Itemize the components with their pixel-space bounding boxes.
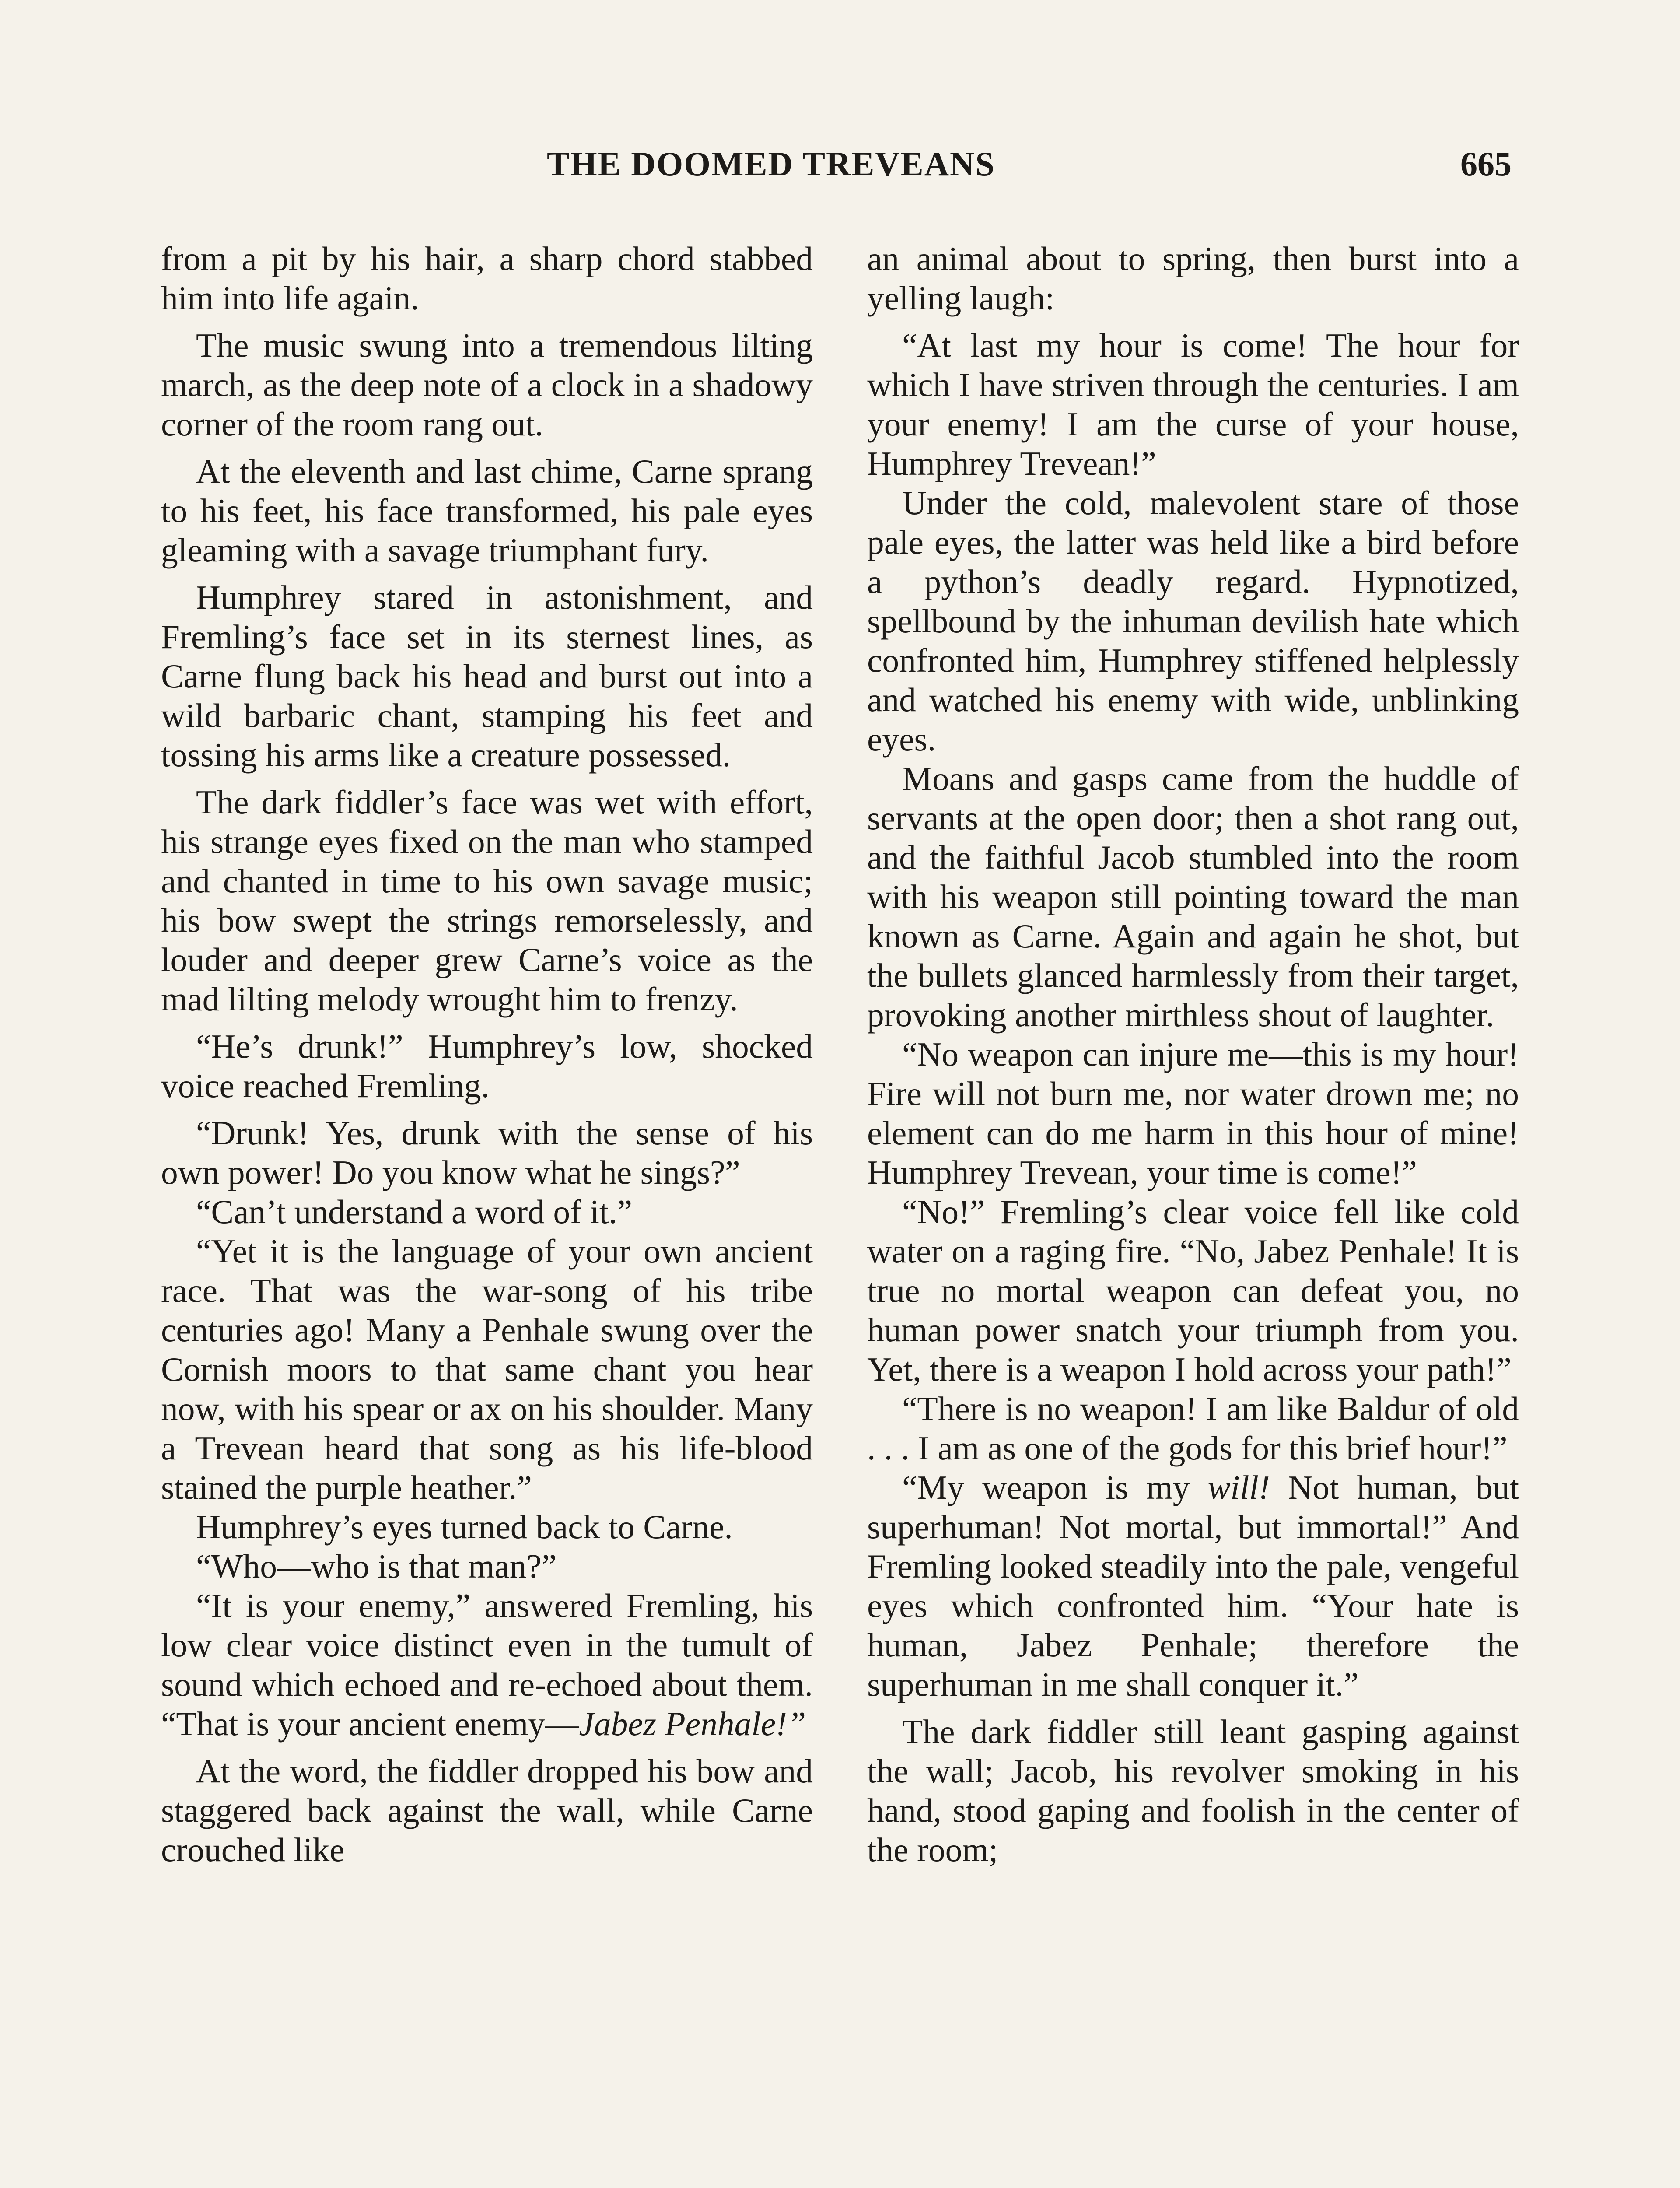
- paragraph: The dark fiddler’s face was wet with effort, his strange eyes fixed on the man who stamped and chanted in time to his own savage music; his bow swept the strings remorselessly, and louder and deeper grew Carne’s voice as the mad lilting melody wrought him to frenzy.: [161, 783, 813, 1018]
- paragraph: Under the cold, malevolent stare of those pale eyes, the latter was held like a bird before a python’s deadly regard. Hypnotized, spellbound by the inhuman devilish hate which confronted him, Humphrey stiffened helplessly and watched his enemy with wide, unblinking eyes.: [867, 484, 1519, 758]
- paragraph: Humphrey stared in astonishment, and Fremling’s face set in its sternest lines, as Carne flung back his head and burst out into a wild barbaric chant, stamping his feet and tossing his arms like a creature possessed.: [161, 579, 813, 774]
- paragraph: an animal about to spring, then burst into a yelling laugh:: [867, 240, 1519, 317]
- paragraph: At the word, the fiddler dropped his bow and staggered back against the wall, while Carne crouched like: [161, 1752, 813, 1869]
- page-number: 665: [1460, 145, 1512, 183]
- paragraph: from a pit by his hair, a sharp chord stabbed him into life again.: [161, 240, 813, 317]
- running-title: THE DOOMED TREVEANS: [547, 145, 995, 183]
- emphasized-word: will!: [1208, 1469, 1270, 1506]
- emphasized-name: Jabez Penhale!”: [579, 1705, 806, 1743]
- paragraph: “Can’t understand a word of it.”: [196, 1193, 633, 1231]
- paragraph: [161, 1586, 813, 1743]
- paragraph: Moans and gasps came from the huddle of servants at the open door; then a shot rang out, and the faithful Jacob stumbled into the room with his weapon still pointing toward the man known as Carne. Again and again he shot, but the bullets glanced harmlessly from their target, provoking another mirthless shout of laughter.: [867, 760, 1519, 1034]
- paragraph: The dark fiddler still leant gasping against the wall; Jacob, his revolver smoking in his hand, stood gaping and foolish in the center of the room;: [867, 1713, 1519, 1869]
- paragraph: At the eleventh and last chime, Carne sprang to his feet, his face transformed, his pale eyes gleaming with a savage triumphant fury.: [161, 452, 813, 569]
- paragraph: “There is no weapon! I am like Baldur of old . . . I am as one of the gods for this brief hour!”: [867, 1390, 1519, 1467]
- paragraph: “No weapon can injure me—this is my hour! Fire will not burn me, nor water drown me; no element can do me harm in this hour of mine! Humphrey Trevean, your time is come!”: [867, 1035, 1519, 1191]
- paragraph: “Yet it is the language of your own ancient race. That was the war-song of his tribe centuries ago! Many a Penhale swung over the Cornish moors to that same chant you hear now, with his spear or ax on his shoulder. Many a Trevean heard that song as his life-blood stained the purple heather.”: [161, 1232, 813, 1506]
- left-column: [161, 239, 813, 2188]
- paragraph: “He’s drunk!” Humphrey’s low, shocked voice reached Fremling.: [161, 1027, 813, 1105]
- paragraph: “Who—who is that man?”: [196, 1547, 557, 1585]
- paragraph: Humphrey’s eyes turned back to Carne.: [196, 1508, 733, 1546]
- paragraph: The music swung into a tremendous lilting march, as the deep note of a clock in a shadowy corner of the room rang out.: [161, 326, 813, 443]
- paragraph: “At last my hour is come! The hour for which I have striven through the centuries. I am your enemy! I am the curse of your house, Humphrey Trevean!”: [867, 326, 1519, 482]
- paragraph-text: “My weapon is my: [902, 1469, 1208, 1506]
- paragraph-text: Not human, but superhuman! Not mortal, but immortal!” And Fremling looked steadily into the pale, vengeful eyes which confronted him. “Your hate is human, Jabez Penhale; therefore the superhuman in me shall conquer it.”: [867, 1469, 1519, 1703]
- paragraph: “No!” Fremling’s clear voice fell like cold water on a raging fire. “No, Jabez Penhale! It is true no mortal weapon can defeat you, no human power snatch your triumph from you. Yet, there is a weapon I hold across your path!”: [867, 1193, 1519, 1388]
- running-head: [0, 144, 1680, 193]
- paragraph-text: “It is your enemy,” answered Fremling, his low clear voice distinct even in the tumult of sound which echoed and re-echoed about them. “That is your ancient enemy—: [161, 1587, 813, 1743]
- paragraph: [867, 1468, 1519, 1704]
- paragraph: “Drunk! Yes, drunk with the sense of his own power! Do you know what he sings?”: [161, 1114, 813, 1191]
- right-column: [867, 239, 1519, 2188]
